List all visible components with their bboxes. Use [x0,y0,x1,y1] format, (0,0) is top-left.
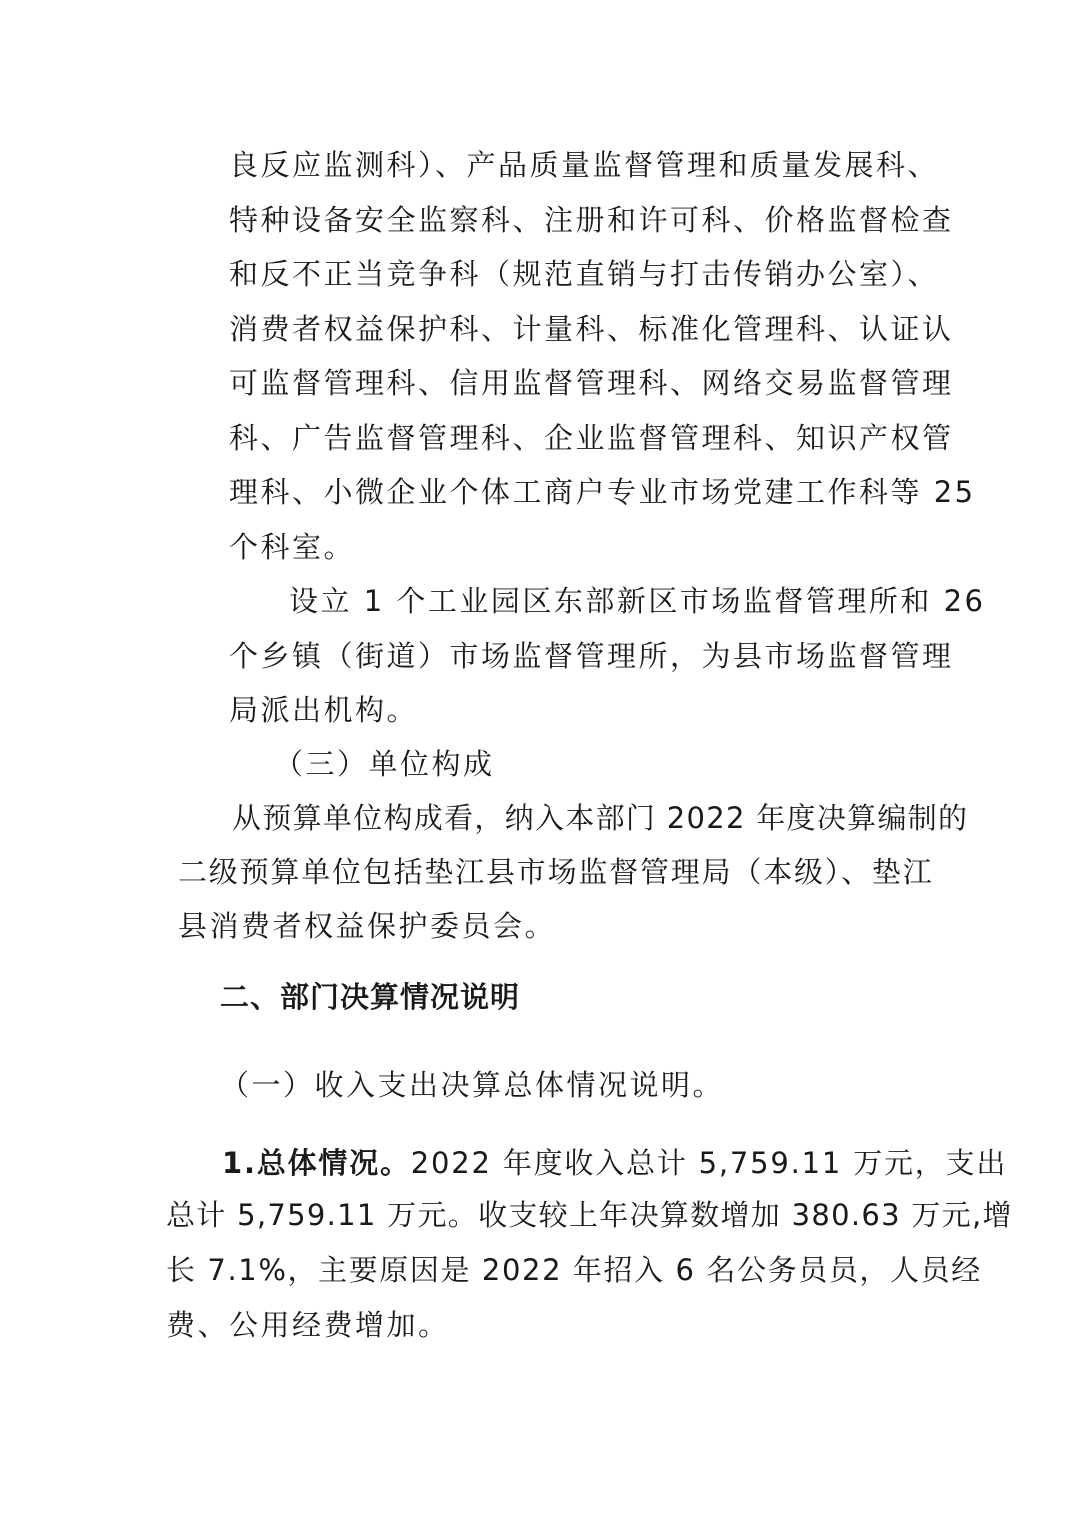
overall-line-1 [222,1143,1007,1183]
org-line-2: 特种设备安全监察科、注册和许可科、价格监督检查 [229,203,954,237]
unit-heading: （三）单位构成 [274,747,495,781]
org-line-8: 个科室。 [229,530,356,564]
overall-lead: 1.总体情况。 [222,1146,411,1180]
overall-line-3: 长 7.1%，主要原因是 2022 年招入 6 名公务员员，人员经 [166,1253,982,1287]
stations-line-2: 个乡镇（街道）市场监督管理所，为县市场监督管理 [229,639,954,673]
overall-line-1-rest: 2022 年度收入总计 5,759.11 万元，支出 [410,1146,1008,1180]
overall-subheading: （一）收入支出决算总体情况说明。 [220,1068,725,1102]
stations-line-1: 设立 1 个工业园区东部新区市场监督管理所和 26 [289,584,986,618]
unit-line-2: 二级预算单位包括垫江县市场监督管理局（本级）、垫江 [178,855,934,889]
org-line-1: 良反应监测科）、产品质量监督管理和质量发展科、 [229,148,940,182]
unit-line-3: 县消费者权益保护委员会。 [178,909,557,943]
section-title: 二、部门决算情况说明 [220,980,521,1014]
overall-line-4: 费、公用经费增加。 [166,1308,450,1342]
org-line-5: 可监督管理科、信用监督管理科、网络交易监督管理 [229,366,954,400]
overall-line-2: 总计 5,759.11 万元。收支较上年决算数增加 380.63 万元,增 [166,1198,1013,1232]
org-line-6: 科、广告监督管理科、企业监督管理科、知识产权管 [229,421,954,455]
org-line-3: 和反不正当竞争科（规范直销与打击传销办公室）、 [229,257,940,291]
unit-line-1: 从预算单位构成看，纳入本部门 2022 年度决算编制的 [232,801,969,835]
org-line-4: 消费者权益保护科、计量科、标准化管理科、认证认 [229,312,954,346]
org-line-7: 理科、小微企业个体工商户专业市场党建工作科等 25 [229,475,976,509]
stations-line-3: 局派出机构。 [229,693,419,727]
